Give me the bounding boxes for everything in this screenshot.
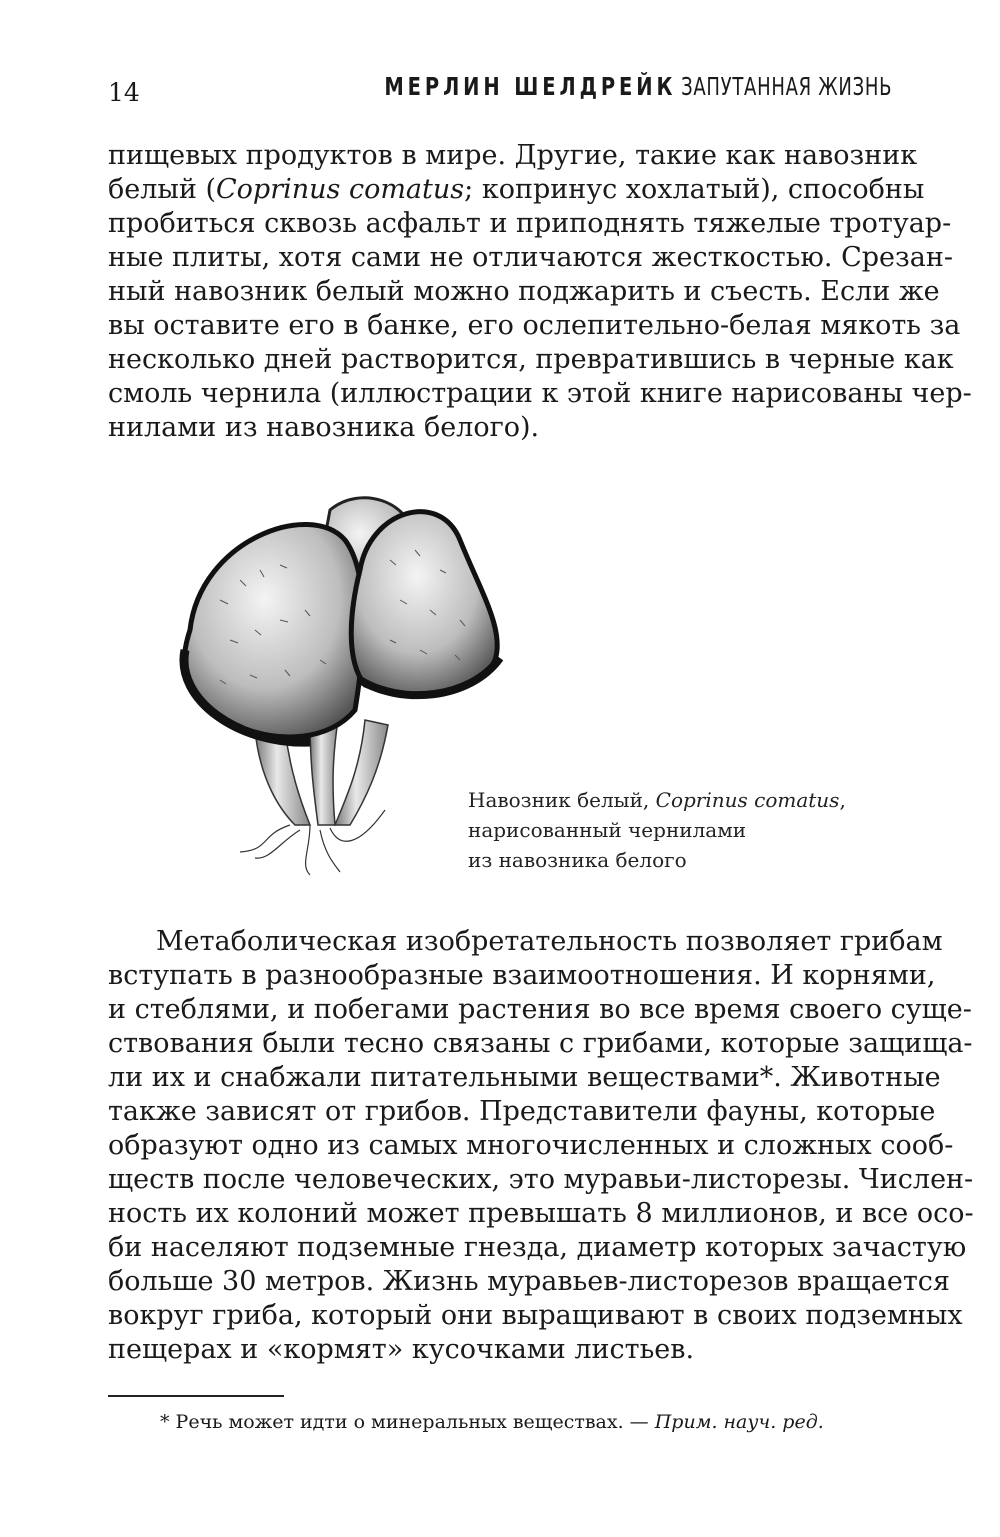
footnote: * Речь может идти о минеральных веществах. — Прим. науч. ред.	[160, 1411, 824, 1433]
caption-line: из навозника белого	[468, 848, 687, 872]
page-number: 14	[108, 78, 140, 107]
figure-caption	[468, 785, 888, 875]
text-line: Метаболическая изобретательность позволяет грибам	[156, 926, 943, 957]
text-line: также зависят от грибов. Представители фауны, которые	[108, 1096, 936, 1127]
text-line: ные плиты, хотя сами не отличаются жесткостью. Срезан-	[108, 242, 953, 273]
paragraph-2	[108, 925, 974, 1367]
running-head	[302, 72, 892, 101]
text-line: ность их колоний может превышать 8 миллионов, и все осо-	[108, 1198, 974, 1229]
book-title: ЗАПУТАННАЯ ЖИЗНЬ	[680, 72, 892, 101]
text-line: несколько дней растворится, превратившись в черные как	[108, 344, 954, 375]
text-line: смоль чернила (иллюстрации к этой книге нарисованы чер-	[108, 378, 972, 409]
footnote-divider	[108, 1395, 284, 1397]
caption-line: Навозник белый, Coprinus comatus,	[468, 788, 846, 812]
text-line: пищевых продуктов в мире. Другие, такие как навозник	[108, 140, 918, 171]
text-line: вы оставите его в банке, его ослепительно-белая мякоть за	[108, 310, 961, 341]
text-line: вступать в разнообразные взаимоотношения. И корнями,	[108, 960, 936, 991]
text-line: пробиться сквозь асфальт и приподнять тяжелые тротуар-	[108, 208, 952, 239]
text-line: белый (Coprinus comatus; копринус хохлатый), способны	[108, 174, 925, 205]
text-line: и стеблями, и побегами растения во все время своего суще-	[108, 994, 972, 1025]
caption-line: нарисованный чернилами	[468, 818, 747, 842]
author-name: МЕРЛИН ШЕЛДРЕЙК	[384, 72, 677, 101]
text-line: образуют одно из самых многочисленных и сложных сооб-	[108, 1130, 954, 1161]
species-name: Coprinus comatus	[216, 174, 465, 205]
caption-species: Coprinus comatus	[655, 788, 840, 812]
text-line: ный навозник белый можно поджарить и съесть. Если же	[108, 276, 940, 307]
text-line: би населяют подземные гнезда, диаметр которых зачастую	[108, 1232, 967, 1263]
text-line: ли их и снабжали питательными веществами*. Животные	[108, 1062, 941, 1093]
footnote-editor-note: Прим. науч. ред.	[654, 1411, 824, 1433]
text-line: ствования были тесно связаны с грибами, которые защища-	[108, 1028, 973, 1059]
text-line: ществ после человеческих, это муравьи-листорезы. Числен-	[108, 1164, 974, 1195]
paragraph-1	[108, 139, 972, 445]
text-line: нилами из навозника белого).	[108, 412, 540, 443]
text-line: вокруг гриба, который они выращивают в своих подземных	[108, 1300, 963, 1331]
text-line: пещерах и «кормят» кусочками листьев.	[108, 1334, 695, 1365]
text-line: больше 30 метров. Жизнь муравьев-листорезов вращается	[108, 1266, 950, 1297]
running-header	[108, 72, 892, 112]
